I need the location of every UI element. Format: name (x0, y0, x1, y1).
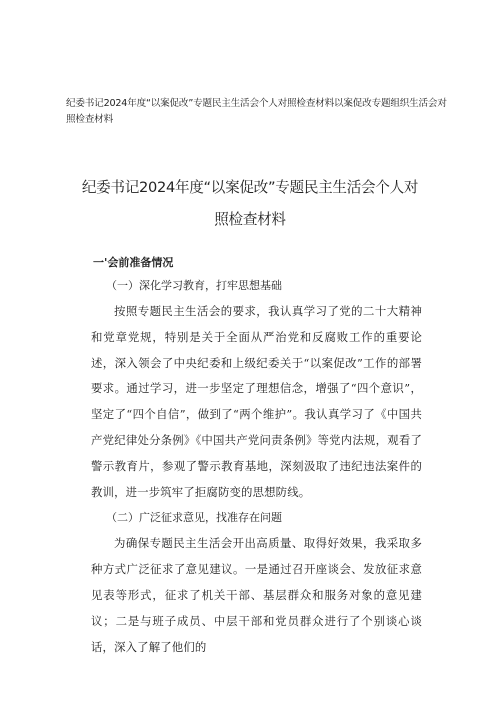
subsection-heading-1: （一）深化学习教育，打牢思想基础 (106, 279, 282, 292)
subsection-heading-2: （二）广泛征求意见，找准存在问题 (106, 511, 282, 525)
paragraph-1: 按照专题民主生活会的要求，我认真学习了党的二十大精神和党章党规，特别是关于全面从严治党和反腐败工作的重要论述，深入领会了中央纪委和上级纪委关于“以案促改”工作的部署要求。通过学习，进一步坚定了理想信念，增强了“四个意识”，坚定了“四个自信”，做到了“两个维护”。我认真学习了《中国共产党纪律处分条例》《中国共产党问责条例》等党内法规，观看了警示教育片，参观了警示教育基地，深刻汲取了违纪违法案件的教训，进一步筑牢了拒腐防变的思想防线。 (91, 304, 422, 499)
section-heading: 一'会前准备情况 (93, 256, 174, 269)
document-body (91, 252, 422, 660)
header-caption: 纪委书记2024年度“以案促改”专题民主生活会个人对照检查材料以案促改专题组织生活会对照检查材料 (66, 98, 447, 125)
document-title-line-1: 纪委书记2024年度“以案促改”专题民主生活会个人对 (81, 179, 419, 196)
paragraph-2: 为确保专题民主生活会开出高质量、取得好效果，我采取多种方式广泛征求了意见建议。一是通过召开座谈会、发放征求意见表等形式，征求了机关干部、基层群众和服务对象的意见建议；二是与班子成员、中层干部和党员群众进行了个别谈心谈话，深入了解了他们的 (91, 536, 422, 654)
document-title (60, 172, 440, 236)
document-title-line-2: 照检查材料 (214, 211, 286, 228)
